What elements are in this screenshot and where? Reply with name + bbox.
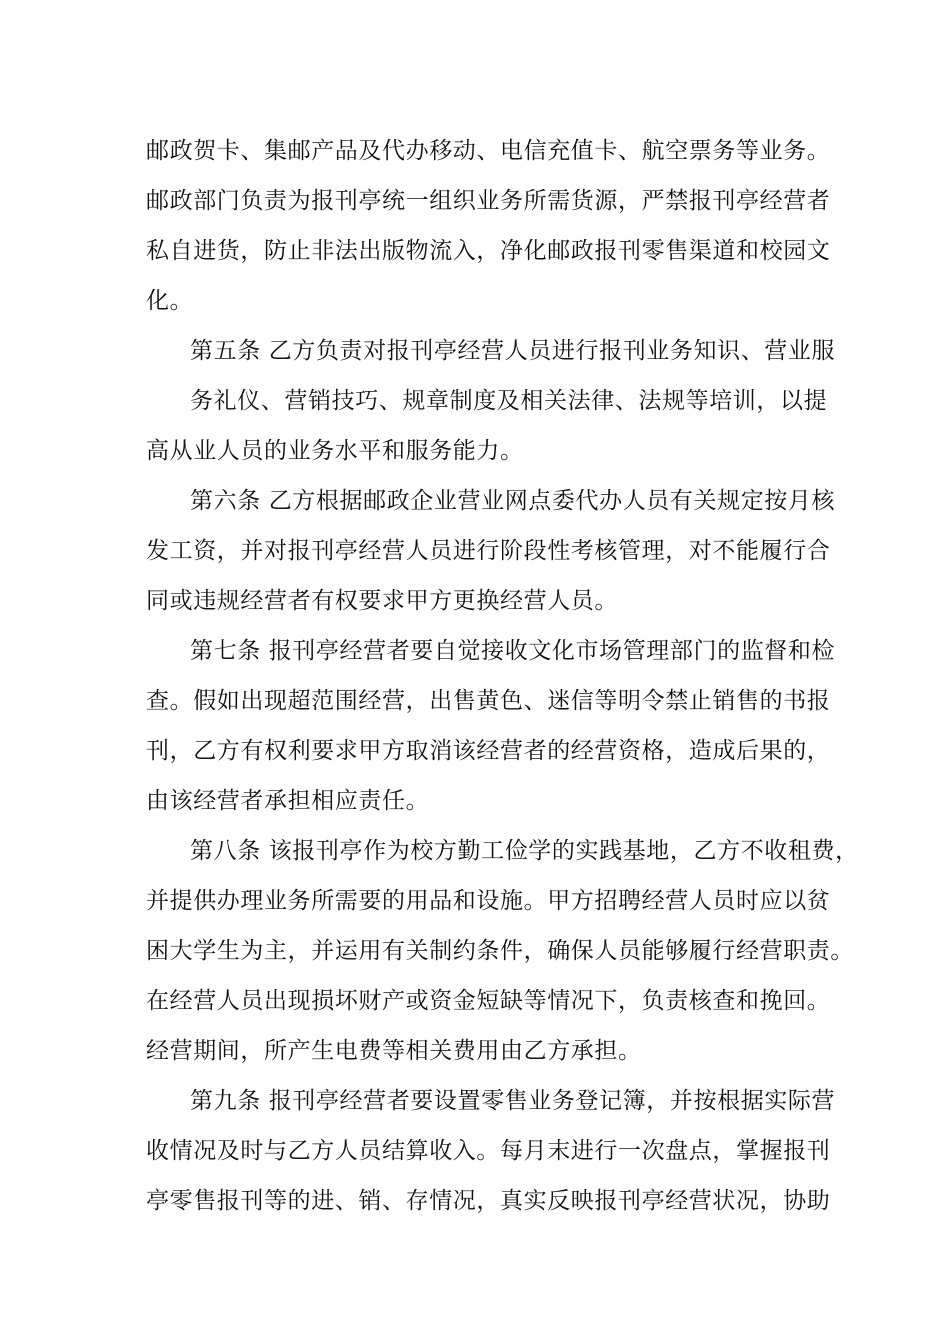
text-line: 务礼仪、营销技巧、规章制度及相关法律、法规等培训，以提 — [190, 388, 828, 414]
article-7-heading-line: 第七条 报刊亭经营者要自觉接收文化市场管理部门的监督和检 — [190, 638, 836, 664]
text-line: 收情况及时与乙方人员结算收入。每月末进行一次盘点，掌握报刊 — [146, 1138, 831, 1164]
text-line: 化。 — [146, 288, 194, 314]
article-5-heading-line: 第五条 乙方负责对报刊亭经营人员进行报刊业务知识、营业服 — [190, 338, 836, 364]
text-line: 经营期间，所产生电费等相关费用由乙方承担。 — [146, 1038, 642, 1064]
text-line: 邮政贺卡、集邮产品及代办移动、电信充值卡、航空票务等业务。 — [146, 138, 831, 164]
text-line: 并提供办理业务所需要的用品和设施。甲方招聘经营人员时应以贫 — [146, 888, 831, 914]
text-line: 查。假如出现超范围经营，出售黄色、迷信等明令禁止销售的书报 — [146, 688, 831, 714]
text-line: 发工资，并对报刊亭经营人员进行阶段性考核管理，对不能履行合 — [146, 538, 831, 564]
text-line: 在经营人员出现损坏财产或资金短缺等情况下，负责核查和挽回。 — [146, 988, 831, 1014]
text-line: 私自进货，防止非法出版物流入，净化邮政报刊零售渠道和校园文 — [146, 238, 831, 264]
article-6-heading-line: 第六条 乙方根据邮政企业营业网点委代办人员有关规定按月核 — [190, 488, 836, 514]
text-line: 高从业人员的业务水平和服务能力。 — [146, 438, 524, 464]
text-line: 邮政部门负责为报刊亭统一组织业务所需货源，严禁报刊亭经营者 — [146, 188, 831, 214]
text-line: 困大学生为主，并运用有关制约条件，确保人员能够履行经营职责。 — [146, 938, 854, 964]
article-8-heading-line: 第八条 该报刊亭作为校方勤工俭学的实践基地，乙方不收租费， — [190, 838, 859, 864]
text-line: 同或违规经营者有权要求甲方更换经营人员。 — [146, 588, 618, 614]
text-line: 亭零售报刊等的进、销、存情况，真实反映报刊亭经营状况，协助 — [146, 1188, 831, 1214]
text-line: 由该经营者承担相应责任。 — [146, 788, 430, 814]
article-9-heading-line: 第九条 报刊亭经营者要设置零售业务登记簿，并按根据实际营 — [190, 1088, 836, 1114]
text-line: 刊，乙方有权利要求甲方取消该经营者的经营资格，造成后果的， — [146, 738, 831, 764]
